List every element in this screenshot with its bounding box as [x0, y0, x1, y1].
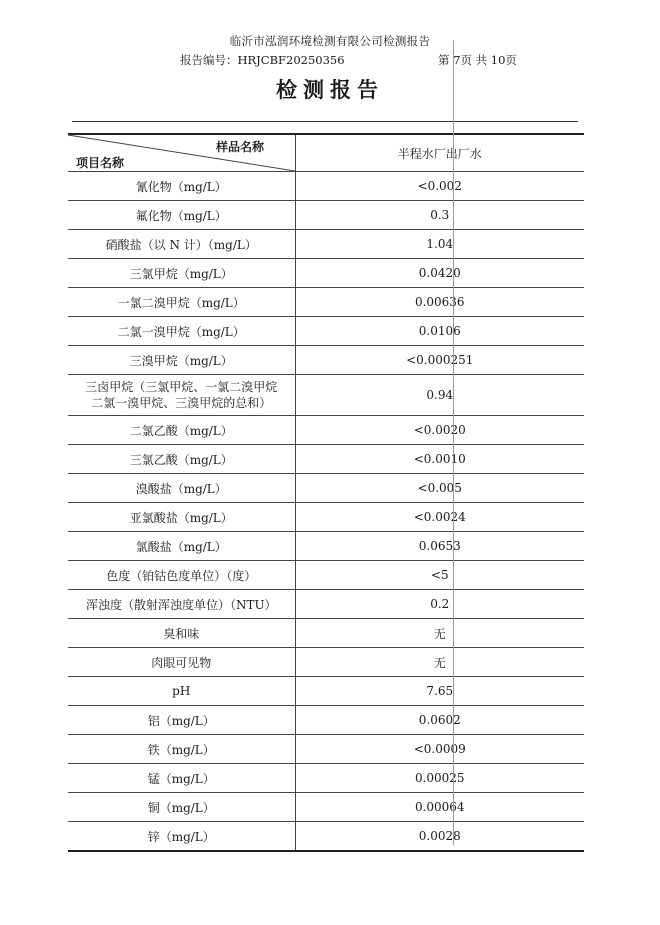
result-value-cell: 0.3	[295, 201, 584, 230]
result-value-cell: <0.000251	[295, 346, 584, 375]
table-row	[68, 503, 584, 532]
result-value-cell: 0.0653	[295, 532, 584, 561]
table-row	[68, 259, 584, 288]
result-value-cell: 0.2	[295, 590, 584, 619]
item-name-cell: 二氯一溴甲烷（mg/L）	[68, 317, 295, 346]
item-name-cell: 氟化物（mg/L）	[68, 201, 295, 230]
item-name-cell: 铜（mg/L）	[68, 793, 295, 822]
item-name-cell: 硝酸盐（以 N 计）（mg/L）	[68, 230, 295, 259]
result-value-cell: 0.00025	[295, 764, 584, 793]
table-row	[68, 648, 584, 677]
result-value-cell: 0.0420	[295, 259, 584, 288]
item-name-cell: 铁（mg/L）	[68, 735, 295, 764]
item-name-cell: 色度（铂钴色度单位）（度）	[68, 561, 295, 590]
table-body	[68, 172, 584, 852]
table-row	[68, 677, 584, 706]
table-header-row	[68, 134, 584, 172]
item-name-cell: 锰（mg/L）	[68, 764, 295, 793]
table-row	[68, 288, 584, 317]
header-divider	[72, 121, 578, 122]
item-name-line: 二氯一溴甲烷、三溴甲烷的总和）	[91, 396, 272, 410]
table-row	[68, 474, 584, 503]
table-row	[68, 822, 584, 852]
result-value-cell: 0.94	[295, 375, 584, 416]
table-row	[68, 532, 584, 561]
item-name-cell: 浑浊度（散射浑浊度单位）（NTU）	[68, 590, 295, 619]
item-name-cell: 三氯乙酸（mg/L）	[68, 445, 295, 474]
table-row	[68, 445, 584, 474]
item-name-cell: 氰化物（mg/L）	[68, 172, 295, 201]
table-row	[68, 590, 584, 619]
table-row	[68, 317, 584, 346]
item-name-line: 三卤甲烷（三氯甲烷、一氯二溴甲烷	[85, 380, 278, 394]
item-name-cell: 锌（mg/L）	[68, 822, 295, 852]
item-name-cell: 溴酸盐（mg/L）	[68, 474, 295, 503]
item-name-cell: 肉眼可见物	[68, 648, 295, 677]
result-value-cell: 无	[295, 648, 584, 677]
item-name-label: 项目名称	[76, 156, 125, 170]
item-name-cell: 铝（mg/L）	[68, 706, 295, 735]
sample-column-header: 半程水厂出厂水	[295, 134, 584, 172]
sample-name-label: 样品名称	[216, 140, 265, 154]
result-value-cell: <0.005	[295, 474, 584, 503]
table-row	[68, 172, 584, 201]
company-header: 临沂市泓润环境检测有限公司检测报告	[229, 34, 431, 48]
table-row	[68, 416, 584, 445]
result-value-cell: <0.0024	[295, 503, 584, 532]
table-row	[68, 375, 584, 416]
table-row	[68, 561, 584, 590]
item-name-cell: 三氯甲烷（mg/L）	[68, 259, 295, 288]
item-name-cell: 臭和味	[68, 619, 295, 648]
page-binding-line	[453, 40, 454, 845]
item-name-cell: 亚氯酸盐（mg/L）	[68, 503, 295, 532]
item-name-cell	[68, 375, 295, 416]
result-value-cell: 0.0106	[295, 317, 584, 346]
result-value-cell: 0.00636	[295, 288, 584, 317]
table-row	[68, 346, 584, 375]
result-value-cell: <0.002	[295, 172, 584, 201]
item-name-cell: 二氯乙酸（mg/L）	[68, 416, 295, 445]
table-row	[68, 735, 584, 764]
table-row	[68, 764, 584, 793]
result-value-cell: 1.04	[295, 230, 584, 259]
item-name-cell: 氯酸盐（mg/L）	[68, 532, 295, 561]
result-value-cell: <0.0010	[295, 445, 584, 474]
table-row	[68, 201, 584, 230]
page-indicator: 第 7页 共 10页	[438, 53, 517, 67]
diagonal-header-cell	[68, 134, 295, 172]
result-value-cell: 无	[295, 619, 584, 648]
item-name-cell: 一氯二溴甲烷（mg/L）	[68, 288, 295, 317]
table-row	[68, 619, 584, 648]
page-title: 检测报告	[276, 78, 384, 102]
item-name-cell: 三溴甲烷（mg/L）	[68, 346, 295, 375]
result-value-cell: 0.0028	[295, 822, 584, 852]
result-value-cell: 0.0602	[295, 706, 584, 735]
result-value-cell: <0.0009	[295, 735, 584, 764]
table-row	[68, 793, 584, 822]
result-value-cell: <0.0020	[295, 416, 584, 445]
table-row	[68, 230, 584, 259]
item-name-cell: pH	[68, 677, 295, 706]
result-value-cell: 0.00064	[295, 793, 584, 822]
result-value-cell: <5	[295, 561, 584, 590]
results-table	[68, 133, 584, 852]
table-row	[68, 706, 584, 735]
result-value-cell: 7.65	[295, 677, 584, 706]
report-number: 报告编号：HRJCBF20250356	[180, 53, 345, 67]
